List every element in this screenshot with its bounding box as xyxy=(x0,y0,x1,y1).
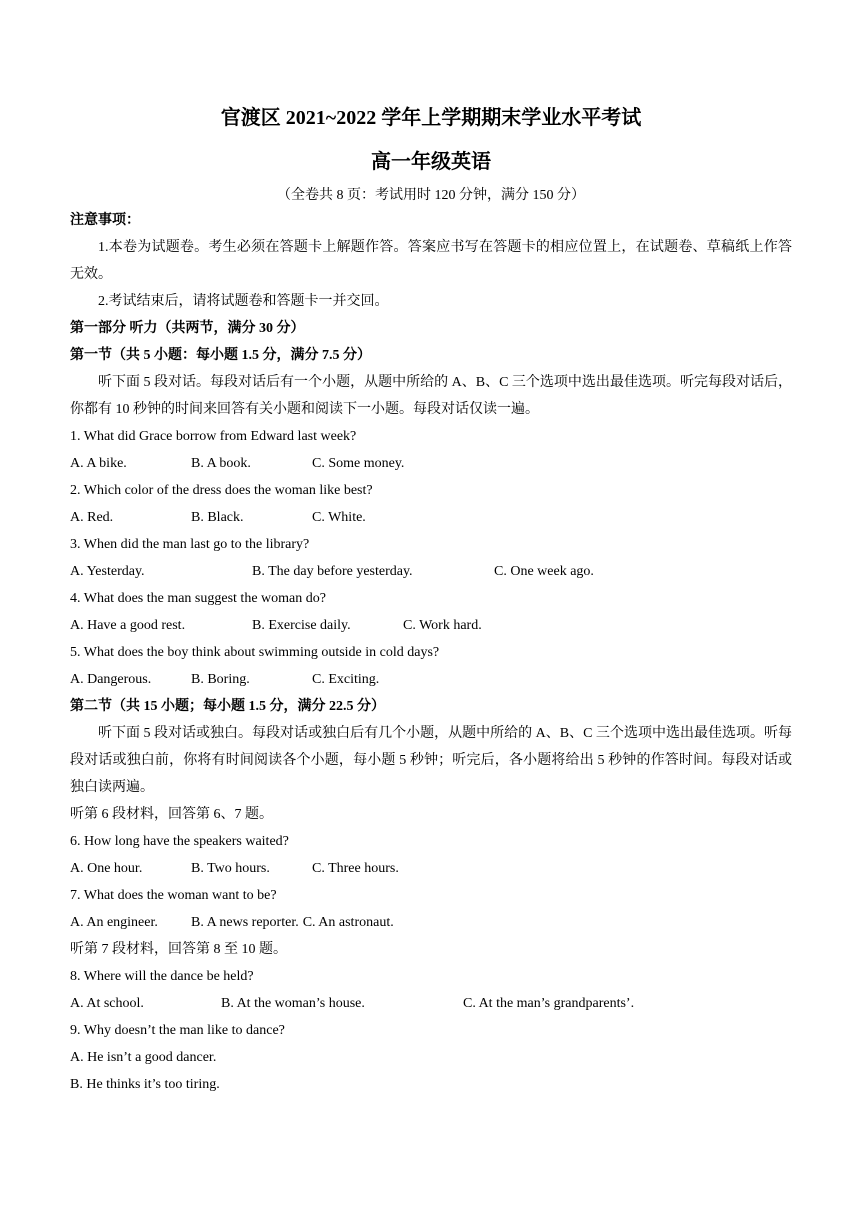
question-1-options xyxy=(70,450,792,477)
notice-heading: 注意事项： xyxy=(70,213,140,228)
question-8-options xyxy=(70,990,792,1017)
question-6-options xyxy=(70,855,792,882)
question-7-options xyxy=(70,909,792,936)
option-c: C. Work hard. xyxy=(403,618,482,633)
notice-item-1: 1.本卷为试题卷。考生必须在答题卡上解题作答。答案应书写在答题卡的相应位置上，在试题卷、草稿纸上作答无效。 xyxy=(70,240,792,282)
option-c: C. Some money. xyxy=(312,456,405,471)
exam-page xyxy=(70,102,792,1098)
option-a: A. At school. xyxy=(70,996,144,1011)
option-c: C. One week ago. xyxy=(494,564,594,579)
question-5-options xyxy=(70,666,792,693)
material-6-instruction: 听第 6 段材料，回答第 6、7 题。 xyxy=(70,807,273,822)
option-a: A. He isn’t a good dancer. xyxy=(70,1050,217,1065)
option-c: C. At the man’s grandparents’. xyxy=(463,996,635,1011)
question-3: 3. When did the man last go to the library? xyxy=(70,537,310,552)
option-b: B. A book. xyxy=(191,456,251,471)
option-c: C. An astronaut. xyxy=(302,915,394,930)
question-2: 2. Which color of the dress does the woman like best? xyxy=(70,483,373,498)
option-c: C. White. xyxy=(312,510,366,525)
option-a: A. An engineer. xyxy=(70,915,158,930)
question-6: 6. How long have the speakers waited? xyxy=(70,834,289,849)
question-2-options xyxy=(70,504,792,531)
option-a: A. Yesterday. xyxy=(70,564,145,579)
section2-intro: 听下面 5 段对话或独白。每段对话或独白后有几个小题，从题中所给的 A、B、C 三个选项中选出最佳选项。听每段对话或独白前，你将有时间阅读各个小题，每小题 5 秒钟；听完后，各小题将给出 5 秒钟的作答时间。每段对话或独白读两遍。 xyxy=(70,726,792,795)
notice-item-2: 2.考试结束后，请将试题卷和答题卡一并交回。 xyxy=(98,294,389,309)
exam-info: （全卷共 8 页：考试用时 120 分钟，满分 150 分） xyxy=(277,188,585,203)
option-c: C. Three hours. xyxy=(312,861,399,876)
question-4-options xyxy=(70,612,792,639)
option-a: A. Have a good rest. xyxy=(70,618,186,633)
section1-heading: 第一节（共 5 小题：每小题 1.5 分，满分 7.5 分） xyxy=(70,348,371,363)
question-9: 9. Why doesn’t the man like to dance? xyxy=(70,1023,285,1038)
question-1: 1. What did Grace borrow from Edward last week? xyxy=(70,429,357,444)
question-3-options xyxy=(70,558,792,585)
section1-intro: 听下面 5 段对话。每段对话后有一个小题，从题中所给的 A、B、C 三个选项中选出最佳选项。听完每段对话后，你都有 10 秒钟的时间来回答有关小题和阅读下一小题。每段对话仅读一遍。 xyxy=(70,375,792,417)
part1-heading: 第一部分 听力（共两节，满分 30 分） xyxy=(70,321,305,336)
section2-heading: 第二节（共 15 小题；每小题 1.5 分，满分 22.5 分） xyxy=(70,699,385,714)
question-5: 5. What does the boy think about swimming outside in cold days? xyxy=(70,645,440,660)
option-b: B. At the woman’s house. xyxy=(221,996,365,1011)
question-7: 7. What does the woman want to be? xyxy=(70,888,277,903)
material-7-instruction: 听第 7 段材料，回答第 8 至 10 题。 xyxy=(70,942,287,957)
question-4: 4. What does the man suggest the woman do? xyxy=(70,591,326,606)
question-8: 8. Where will the dance be held? xyxy=(70,969,254,984)
option-b: B. He thinks it’s too tiring. xyxy=(70,1077,220,1092)
exam-title: 官渡区 2021~2022 学年上学期期末学业水平考试 xyxy=(220,107,642,129)
option-a: A. Red. xyxy=(70,510,114,525)
option-b: B. Black. xyxy=(191,510,244,525)
option-a: A. Dangerous. xyxy=(70,672,152,687)
option-b: B. The day before yesterday. xyxy=(252,564,413,579)
option-b: B. A news reporter. xyxy=(191,915,299,930)
option-b: B. Boring. xyxy=(191,672,250,687)
option-a: A. One hour. xyxy=(70,861,143,876)
exam-subject: 高一年级英语 xyxy=(371,151,491,173)
option-b: B. Exercise daily. xyxy=(252,618,351,633)
option-a: A. A bike. xyxy=(70,456,127,471)
option-c: C. Exciting. xyxy=(312,672,380,687)
option-b: B. Two hours. xyxy=(191,861,270,876)
